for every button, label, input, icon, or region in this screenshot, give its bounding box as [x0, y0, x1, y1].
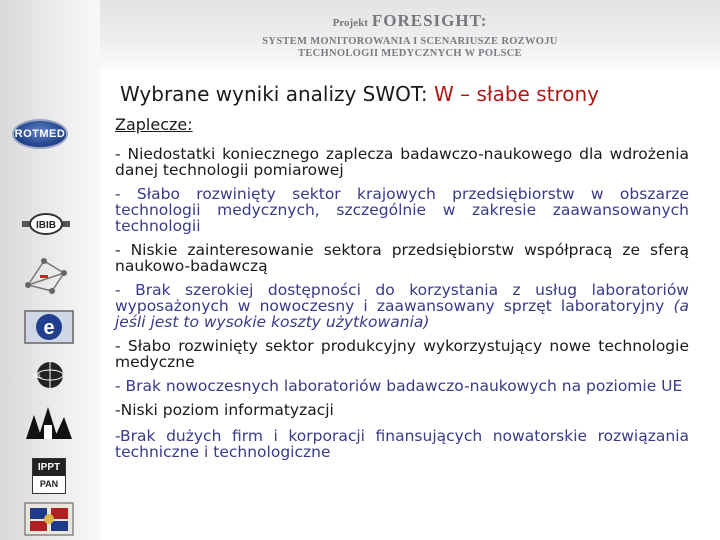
molecule-logo	[22, 255, 70, 295]
header-subtitle-line2: TECHNOLOGII MEDYCZNYCH W POLSCE	[298, 48, 522, 59]
crest-logo	[24, 502, 74, 536]
towers-logo	[24, 405, 74, 439]
header-project-name: FORESIGHT:	[371, 11, 488, 30]
list-item-italic-note: (a jeśli jest to wysokie koszty użytkowania)	[115, 297, 689, 331]
list-item	[115, 378, 689, 394]
e-logo	[24, 310, 74, 344]
rotmed-logo-text: ROTMED	[14, 128, 66, 140]
slide-title	[120, 82, 599, 106]
list-item-text: - Słabo rozwinięty sektor krajowych przedsiębiorstw w obszarze technologii medycznych, szczególnie w zakresie zaawansowanych technologii	[115, 185, 689, 235]
section-heading: Zaplecze:	[115, 115, 193, 134]
list-item	[115, 402, 689, 418]
list-item-text: - Brak szerokiej dostępności do korzystania z usług laboratoriów wyposażonych w nowoczesny i zaawansowany sprzęt laboratoryjny	[115, 281, 689, 315]
ibib-logo-text: IBIB	[36, 220, 56, 231]
slide-title-main: Wybrane wyniki analizy SWOT:	[120, 82, 428, 106]
list-item	[115, 242, 689, 274]
header-project-prefix: Projekt	[332, 17, 368, 29]
rotmed-logo	[12, 119, 68, 149]
ippt-logo-bottom: PAN	[39, 479, 59, 489]
header-project-line	[100, 11, 720, 31]
list-item-text: - Niedostatki koniecznego zaplecza badawczo-naukowego dla wdrożenia danej technologii pomiarowej	[115, 145, 689, 179]
ippt-pan-logo	[32, 458, 66, 494]
list-item	[115, 186, 689, 234]
slide-title-accent: W – słabe strony	[434, 82, 600, 106]
ippt-logo-top: IPPT	[33, 459, 65, 476]
svg-text:INL: INL	[33, 374, 43, 380]
swot-content	[115, 117, 689, 460]
header-subtitle-line1: SYSTEM MONITOROWANIA I SCENARIUSZE ROZWOJU	[262, 36, 558, 47]
ibib-logo	[20, 212, 72, 236]
list-item	[115, 146, 689, 178]
list-item-text: - Słabo rozwinięty sektor produkcyjny wykorzystujący nowe technologie medyczne	[115, 337, 689, 371]
list-item	[115, 428, 689, 460]
list-item	[115, 338, 689, 370]
list-item	[115, 282, 689, 330]
list-item-text: - Brak nowoczesnych laboratoriów badawczo-naukowych na poziomie UE	[115, 377, 683, 395]
header-banner	[100, 0, 720, 70]
svg-text:e: e	[43, 317, 55, 339]
globe-logo	[27, 360, 73, 390]
list-item-text: -Niski poziom informatyzacji	[115, 401, 334, 419]
list-item-text: -Brak dużych firm i korporacji finansujących nowatorskie rozwiązania techniczne i technologiczne	[115, 427, 689, 461]
list-item-text: - Niskie zainteresowanie sektora przedsiębiorstw współpracą ze sferą naukowo-badawczą	[115, 241, 689, 275]
